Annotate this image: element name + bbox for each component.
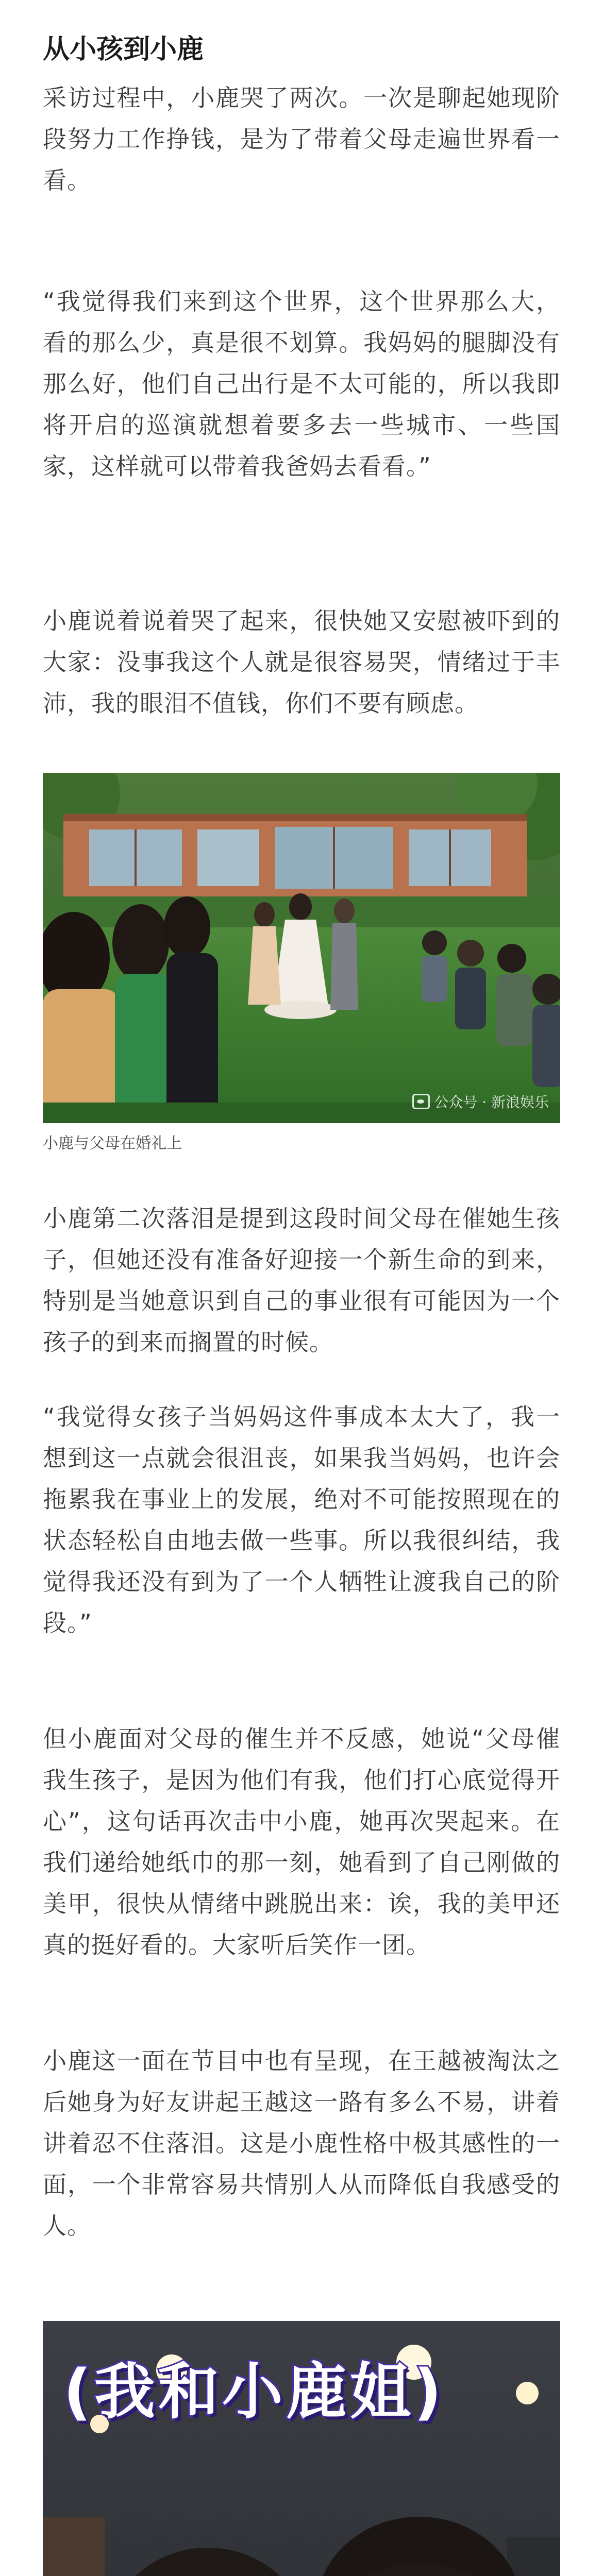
paragraph: “我觉得女孩子当妈妈这件事成本太大了，我一想到这一点就会很沮丧，如果我当妈妈，也许会拖累我在事业上的发展，绝对不可能按照现在的状态轻松自由地去做一些事。所以我很纠结，我觉得我还没有到为了一个人牺牲让渡我自己的阶段。” (43, 1403, 560, 1637)
wedding-photo (43, 773, 560, 1123)
paragraph: 小鹿这一面在节目中也有呈现，在王越被淘汰之后她身为好友讲起王越这一路有多么不易，讲着讲着忍不住落泪。这是小鹿性格中极其感性的一面，一个非常容易共情别人从而降低自我感受的人。 (43, 2047, 560, 2240)
paragraph: 小鹿第二次落泪是提到这段时间父母在催她生孩子，但她还没有准备好迎接一个新生命的到来，特别是当她意识到自己的事业很有可能因为一个孩子的到来而搁置的时候。 (43, 1205, 560, 1356)
paragraph: 但小鹿面对父母的催生并不反感，她说“父母催我生孩子，是因为他们有我，他们打心底觉得开心”，这句话再次击中小鹿，她再次哭起来。在我们递给她纸巾的那一刻，她看到了自己刚做的美甲，很快从情绪中跳脱出来：诶，我的美甲还真的挺好看的。大家听后笑作一团。 (43, 1725, 560, 1959)
paragraph: “我觉得我们来到这个世界，这个世界那么大，看的那么少，真是很不划算。我妈妈的腿脚没有那么好，他们自己出行是不太可能的，所以我即将开启的巡演就想着要多去一些城市、一些国家，这样就可以带着我爸妈去看看。” (43, 287, 560, 480)
wechat-icon (412, 1094, 430, 1109)
article-title: 从小孩到小鹿 (43, 34, 204, 65)
paragraph: 小鹿说着说着哭了起来，很快她又安慰被吓到的大家：没事我这个人就是很容易哭，情绪过于丰沛，我的眼泪不值钱，你们不要有顾虑。 (43, 607, 560, 717)
selfie-banner-text: (我和小鹿姐) (63, 2356, 445, 2427)
paragraph: 采访过程中，小鹿哭了两次。一次是聊起她现阶段努力工作挣钱，是为了带着父母走遍世界看一看。 (43, 84, 560, 194)
figure-caption: 小鹿与父母在婚礼上 (43, 1134, 182, 1153)
watermark-text: 公众号 · 新浪娱乐 (434, 1094, 549, 1111)
watermark (412, 1091, 549, 1112)
selfie-photo (43, 2321, 560, 2576)
wedding-photo-illustration (43, 773, 560, 1123)
